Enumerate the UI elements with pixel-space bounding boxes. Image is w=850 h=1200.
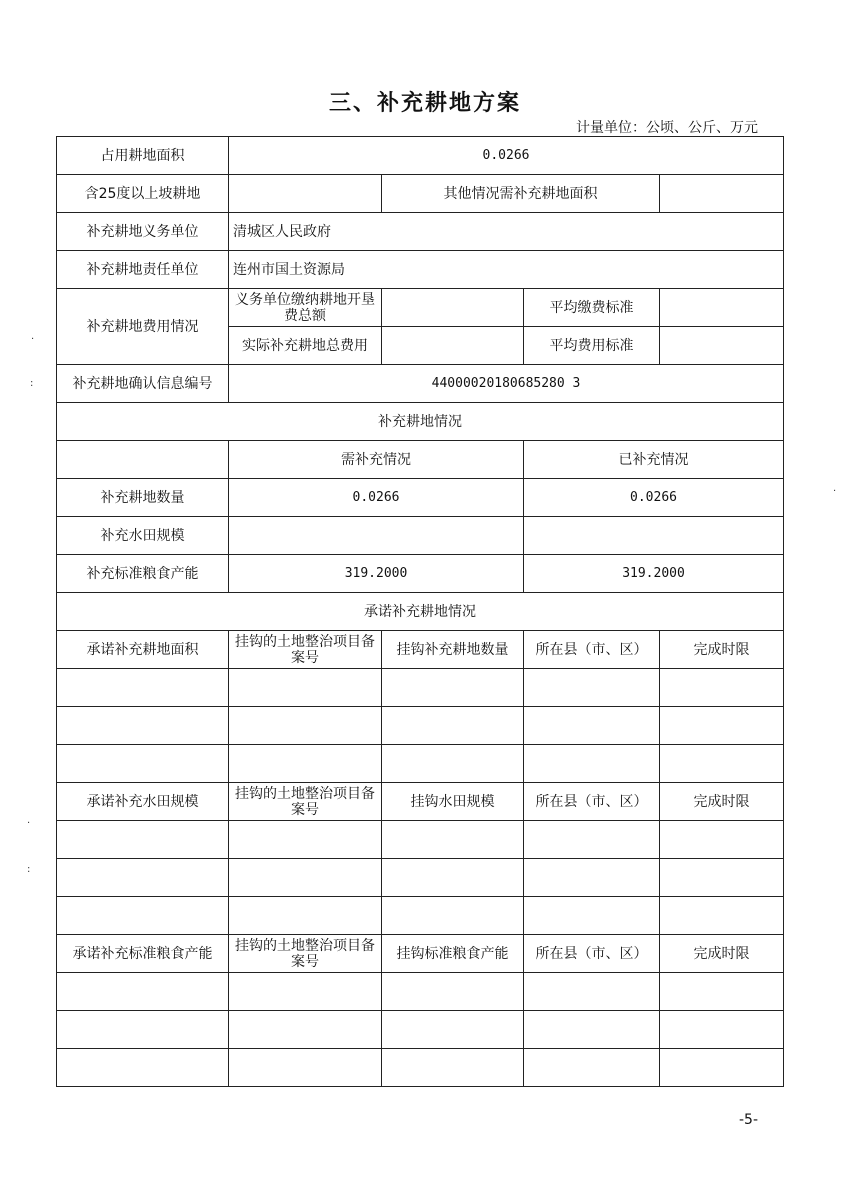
occupied-area-label: 占用耕地面积 [57,137,229,175]
cost-total-value [382,289,524,327]
duty-unit-value: 清城区人民政府 [229,213,784,251]
project-no-header: 挂钩的土地整治项目备案号 [229,783,382,821]
table-row [57,669,784,707]
supplement-header-blank [57,441,229,479]
supplement-paddy-done [524,517,784,555]
page-number: -5- [739,1112,759,1128]
table-row [57,745,784,783]
table-row [57,1011,784,1049]
done-column-header: 已补充情况 [524,441,784,479]
supplement-qty-done: 0.0266 [524,479,784,517]
linked-paddy-qty-header: 挂钩水田规模 [382,783,524,821]
supplement-section-title: 补充耕地情况 [57,403,784,441]
cost-total-label: 义务单位缴纳耕地开垦费总额 [229,289,382,327]
other-area-label: 其他情况需补充耕地面积 [382,175,660,213]
project-no-header: 挂钩的土地整治项目备案号 [229,935,382,973]
linked-grain-qty-header: 挂钩标准粮食产能 [382,935,524,973]
avg-cost-value [660,327,784,365]
county-header: 所在县（市、区） [524,783,660,821]
scan-speck: : [30,378,34,389]
county-header: 所在县（市、区） [524,935,660,973]
duty-unit-label: 补充耕地义务单位 [57,213,229,251]
table-row [57,707,784,745]
supplement-grain-label: 补充标准粮食产能 [57,555,229,593]
resp-unit-label: 补充耕地责任单位 [57,251,229,289]
avg-pay-label: 平均缴费标准 [524,289,660,327]
cost-situation-label: 补充耕地费用情况 [57,289,229,365]
page-title: 三、补充耕地方案 [328,91,521,116]
other-area-value [660,175,784,213]
linked-area-qty-header: 挂钩补充耕地数量 [382,631,524,669]
needed-column-header: 需补充情况 [229,441,524,479]
supplement-qty-label: 补充耕地数量 [57,479,229,517]
scan-speck: · [31,334,35,345]
actual-cost-label: 实际补充耕地总费用 [229,327,382,365]
table-row [57,973,784,1011]
supplement-grain-needed: 319.2000 [229,555,524,593]
scan-speck: · [833,486,837,497]
table-row [57,859,784,897]
promise-section-title: 承诺补充耕地情况 [57,593,784,631]
deadline-header: 完成时限 [660,631,784,669]
promise-grain-label: 承诺补充标准粮食产能 [57,935,229,973]
unit-note: 计量单位：公顷、公斤、万元 [576,120,758,136]
promise-area-label: 承诺补充耕地面积 [57,631,229,669]
deadline-header: 完成时限 [660,935,784,973]
slope-land-value [229,175,382,213]
supplement-paddy-label: 补充水田规模 [57,517,229,555]
table-row [57,1049,784,1087]
county-header: 所在县（市、区） [524,631,660,669]
avg-pay-value [660,289,784,327]
table-row [57,897,784,935]
scan-speck: : [27,864,31,875]
confirm-no-label: 补充耕地确认信息编号 [57,365,229,403]
project-no-header: 挂钩的土地整治项目备案号 [229,631,382,669]
actual-cost-value [382,327,524,365]
supplement-paddy-needed [229,517,524,555]
supplement-grain-done: 319.2000 [524,555,784,593]
avg-cost-label: 平均费用标准 [524,327,660,365]
scan-speck: · [27,818,31,829]
confirm-no-value: 44000020180685280 3 [229,365,784,403]
promise-paddy-label: 承诺补充水田规模 [57,783,229,821]
slope-land-label: 含25度以上坡耕地 [57,175,229,213]
occupied-area-value: 0.0266 [229,137,784,175]
farmland-supplement-form [56,136,784,1087]
deadline-header: 完成时限 [660,783,784,821]
supplement-qty-needed: 0.0266 [229,479,524,517]
resp-unit-value: 连州市国土资源局 [229,251,784,289]
table-row [57,821,784,859]
